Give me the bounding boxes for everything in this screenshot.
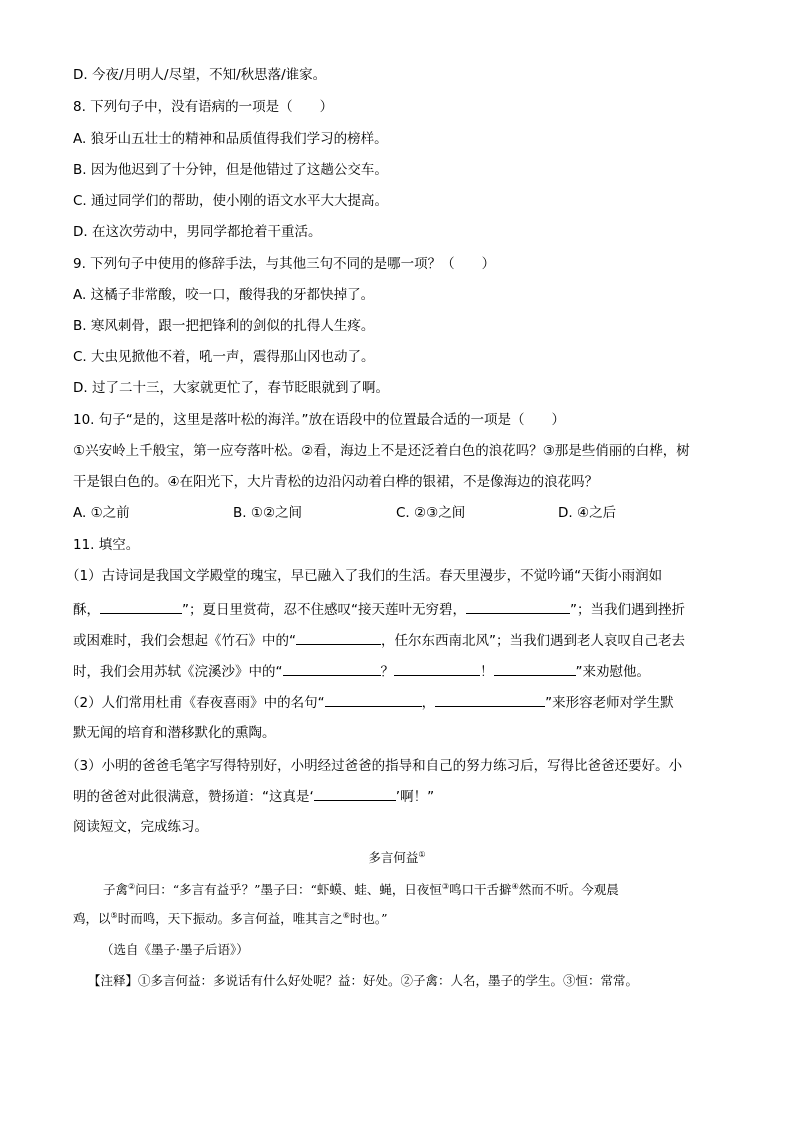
reading-title — [0, 848, 794, 866]
reading-notes: 【注释】①多言何益：多说话有什么好处呢？益：好处。②子禽：人名，墨子的学生。③恒：常常。 — [88, 973, 639, 988]
q11-part2-line-1 — [66, 692, 674, 713]
q10-stem: 10. 句子“是的，这里是落叶松的海洋。”放在语段中的位置最合适的一项是（ ） — [73, 412, 565, 428]
q10-option-a: A. ①之前 — [73, 505, 130, 521]
text-segment: （2）人们常用杜甫《春夜喜雨》中的名句“ — [66, 695, 325, 711]
fill-blank[interactable] — [325, 692, 422, 707]
q10-option-d: D. ④之后 — [558, 505, 617, 521]
fill-blank[interactable] — [494, 661, 576, 676]
fill-blank[interactable] — [314, 786, 396, 801]
text-segment: 酥， — [73, 602, 100, 618]
text-segment: ， — [421, 695, 436, 711]
text-segment: 问曰：“多言有益乎？”墨子曰：“虾蟆、蛙、蝇，日夜恒 — [135, 882, 442, 897]
text-segment: 明的爸爸对此很满意，赞扬道：“这真是‘ — [73, 789, 314, 805]
q10-passage-line-1: ①兴安岭上千般宝，第一应夸落叶松。②看，海边上不是还泛着白色的浪花吗？③那是些俏丽的白桦，树 — [73, 443, 690, 459]
text-segment: 鸡，以 — [73, 911, 111, 926]
q8-option-c: C. 通过同学们的帮助，使小刚的语文水平大大提高。 — [73, 193, 389, 209]
q8-option-d: D. 在这次劳动中，男同学都抢着干重活。 — [73, 224, 322, 240]
text-segment: 时也。” — [349, 911, 388, 926]
fill-blank[interactable] — [435, 692, 545, 707]
text-segment: 时，我们会用苏轼《浣溪沙》中的“ — [73, 664, 283, 680]
text-segment: ”；当我们遇到挫折 — [570, 602, 685, 618]
text-segment: ”；夏日里赏荷，忍不住感叹“接天莲叶无穷碧， — [182, 602, 466, 618]
reading-intro: 阅读短文，完成练习。 — [73, 819, 208, 835]
q11-part1-line-4 — [73, 661, 650, 682]
reading-paragraph-line-2 — [73, 909, 388, 929]
fill-blank[interactable] — [296, 630, 381, 645]
text-segment: 鸣口干舌擗 — [449, 882, 512, 897]
fill-blank[interactable] — [100, 599, 182, 614]
text-segment: 子禽 — [103, 882, 129, 897]
q8-option-a: A. 狼牙山五壮士的精神和品质值得我们学习的榜样。 — [73, 131, 388, 147]
q9-option-d: D. 过了二十三，大家就更忙了，春节眨眼就到了啊。 — [73, 380, 389, 396]
fill-blank[interactable] — [283, 661, 381, 676]
note-marker: ④ — [511, 881, 519, 891]
q11-part1-line-1: （1）古诗词是我国文学殿堂的瑰宝，早已融入了我们的生活。春天里漫步，不觉吟诵“天街小雨润如 — [66, 568, 663, 584]
q11-part3-line-2 — [73, 786, 434, 807]
q11-part1-line-2 — [73, 599, 685, 620]
q10-passage-line-2: 干是银白色的。④在阳光下，大片青松的边沿闪动着白桦的银裙，不是像海边的浪花吗？ — [73, 474, 599, 490]
q9-option-a: A. 这橘子非常酸，咬一口，酸得我的牙都快掉了。 — [73, 287, 375, 303]
text-segment: ！ — [480, 664, 494, 680]
q11-stem: 11. 填空。 — [73, 537, 140, 553]
reading-source: （选自《墨子·墨子后语》） — [101, 942, 249, 957]
note-marker: ① — [418, 849, 426, 859]
text-segment: 然而不听。今观晨 — [518, 882, 619, 897]
text-segment: ’啊！” — [395, 789, 435, 805]
note-marker: ② — [128, 881, 136, 891]
note-marker: ⑤ — [110, 910, 118, 920]
text-segment: ”来劝慰他。 — [575, 664, 650, 680]
note-marker: ③ — [441, 881, 450, 891]
q9-option-b: B. 寒风刺骨，跟一把把锋利的剑似的扎得人生疼。 — [73, 318, 375, 334]
text-segment: ”来形容老师对学生默 — [545, 695, 674, 711]
q9-option-c: C. 大虫见掀他不着，吼一声，震得那山冈也动了。 — [73, 349, 375, 365]
q11-part2-line-2: 默无闻的培育和潜移默化的熏陶。 — [73, 725, 276, 741]
reading-paragraph-line-1 — [103, 880, 619, 900]
text-segment: 时而鸣，天下振动。多言何益，唯其言之 — [117, 911, 343, 926]
q11-part1-line-3 — [73, 630, 685, 651]
fill-blank[interactable] — [466, 599, 570, 614]
q8-option-b: B. 因为他迟到了十分钟，但是他错过了这趟公交车。 — [73, 162, 388, 178]
q10-option-b: B. ①②之间 — [233, 505, 303, 521]
title-text: 多言何益 — [368, 850, 419, 865]
q11-part3-line-1: （3）小明的爸爸毛笔字写得特别好，小明经过爸爸的指导和自己的努力练习后，写得比爸爸还要好。小 — [66, 758, 683, 774]
q7-option-d: D. 今夜/月明人/尽望，不知/秋思落/谁家。 — [73, 67, 327, 83]
text-segment: ，任尔东西南北风”；当我们遇到老人哀叹自己老去 — [381, 633, 685, 649]
q9-stem: 9. 下列句子中使用的修辞手法，与其他三句不同的是哪一项？（ ） — [73, 256, 496, 272]
fill-blank[interactable] — [394, 661, 480, 676]
text-segment: ？ — [380, 664, 394, 680]
text-segment: 或困难时，我们会想起《竹石》中的“ — [73, 633, 296, 649]
q8-stem: 8. 下列句子中，没有语病的一项是（ ） — [73, 99, 334, 115]
note-marker: ⑥ — [342, 910, 350, 920]
q10-option-c: C. ②③之间 — [396, 505, 466, 521]
